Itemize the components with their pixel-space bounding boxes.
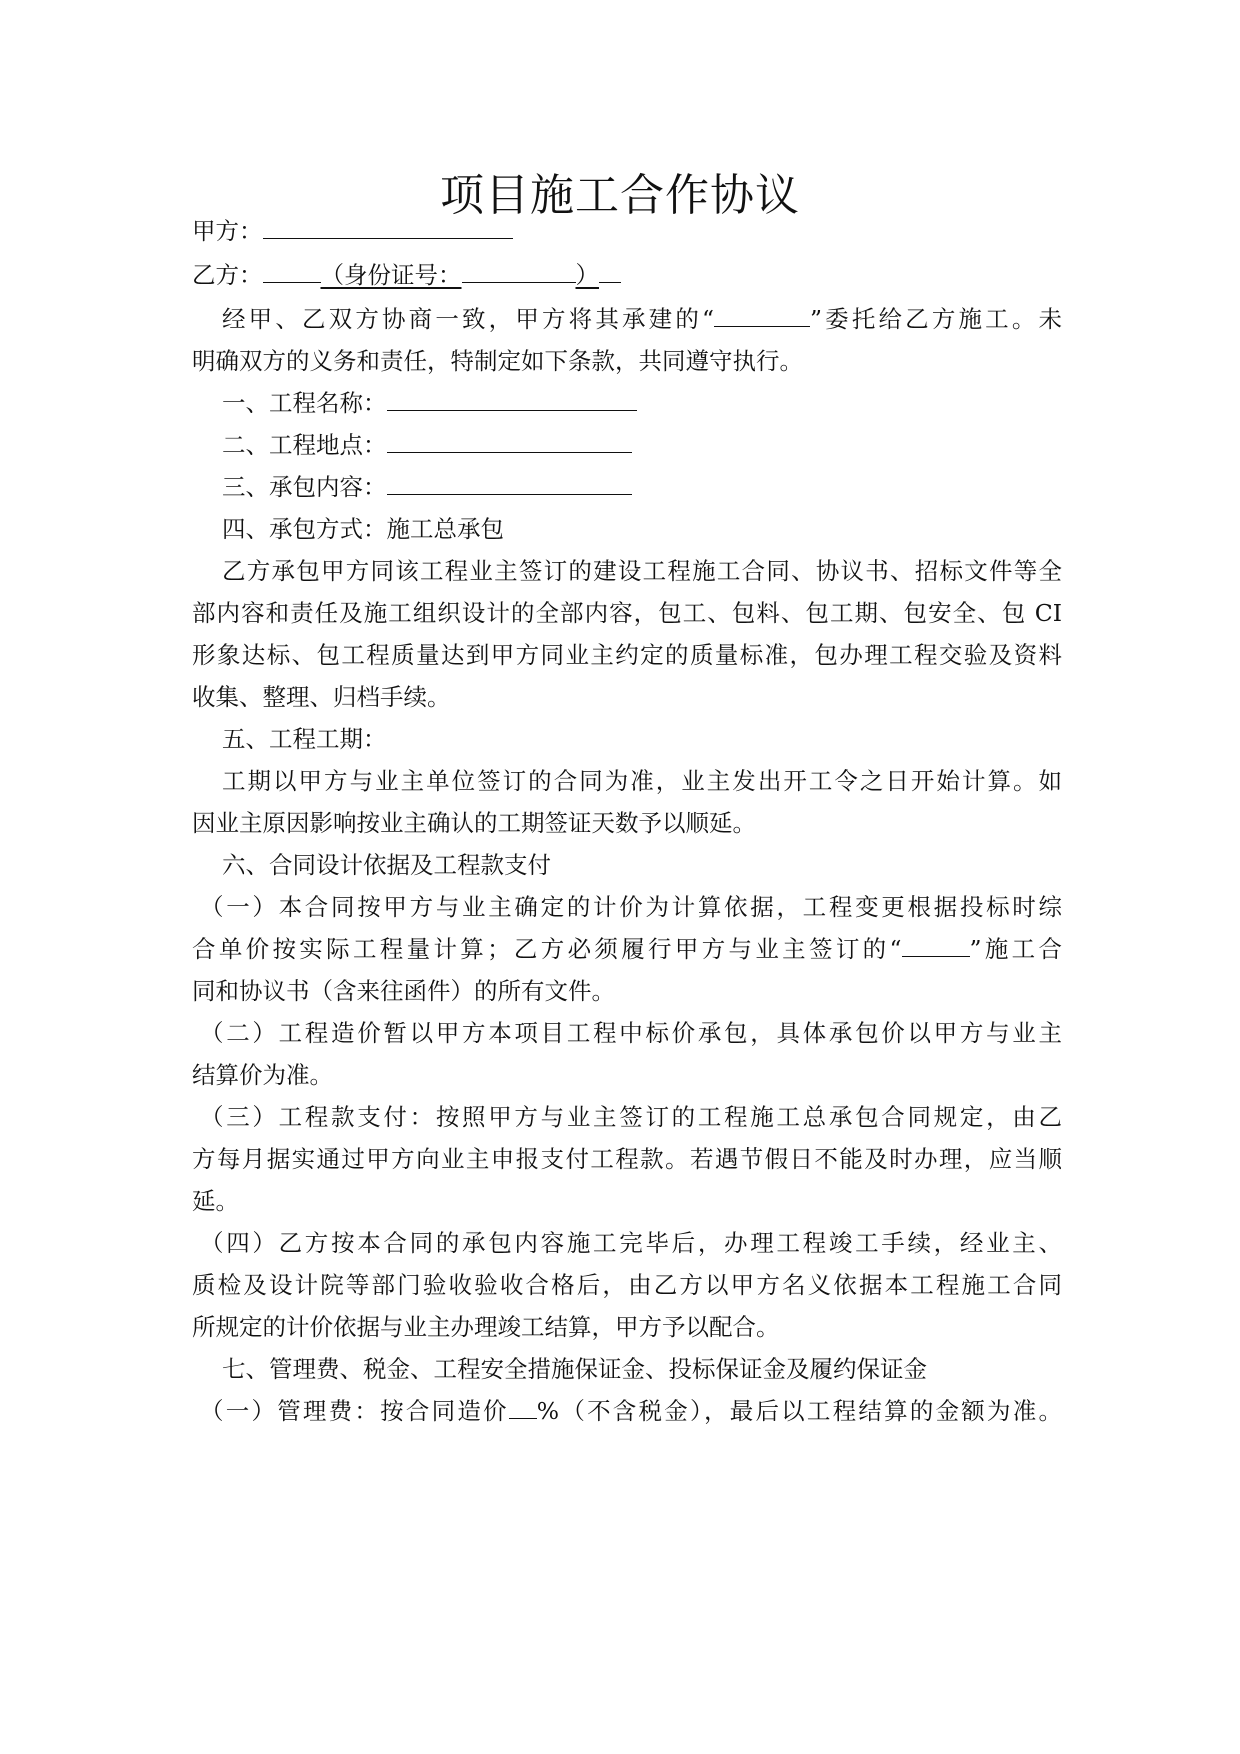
party-b-name-blank [263, 260, 321, 283]
party-a-blank [263, 216, 513, 239]
intro-text-a: 经甲、乙双方协商一致，甲方将其承建的“ [222, 305, 714, 333]
document-title: 项目施工合作协议 [440, 170, 800, 221]
management-fee-percent-blank [509, 1396, 537, 1419]
party-b-line [192, 259, 1062, 291]
contract-scope-blank [387, 472, 632, 495]
clause-6-1-line-1: （一）本合同按甲方与业主确定的计价为计算依据，工程变更根据投标时综 [200, 893, 1062, 921]
clause-6-4-line-3: 所规定的计价依据与业主办理竣工结算，甲方予以配合。 [192, 1313, 780, 1341]
project-name-label: 一、工程名称： [222, 389, 387, 417]
clause-6-4-line-1: （四）乙方按本合同的承包内容施工完毕后，办理工程竣工手续，经业主、 [200, 1229, 1062, 1257]
party-b-label: 乙方： [192, 261, 263, 289]
intro-line-2: 明确双方的义务和责任，特制定如下条款，共同遵守执行。 [192, 347, 803, 375]
period-paragraph-line-2: 因业主原因影响按业主确认的工期签证天数予以顺延。 [192, 809, 756, 837]
clause-6-4-line-2: 质检及设计院等部门验收验收合格后，由乙方以甲方名义依据本工程施工合同 [192, 1271, 1062, 1299]
section-6-heading: 六、合同设计依据及工程款支付 [222, 851, 551, 879]
party-b-id-close: ） [575, 261, 599, 289]
clause-6-2-line-2: 结算价为准。 [192, 1061, 333, 1089]
clause-6-3-line-3: 延。 [192, 1187, 239, 1215]
contract-scope-label: 三、承包内容： [222, 473, 387, 501]
project-location-blank [387, 430, 632, 453]
party-b-id-open: （身份证号： [320, 261, 462, 289]
project-location-label: 二、工程地点： [222, 431, 387, 459]
item-project-location [222, 429, 1062, 461]
item-contract-method: 四、承包方式：施工总承包 [222, 515, 504, 543]
period-paragraph-line-1: 工期以甲方与业主单位签订的合同为准，业主发出开工令之日开始计算。如 [222, 767, 1062, 795]
method-paragraph-line-4: 收集、整理、归档手续。 [192, 683, 451, 711]
clause-6-2-line-1: （二）工程造价暂以甲方本项目工程中标价承包，具体承包价以甲方与业主 [200, 1019, 1062, 1047]
clause-6-3-line-2: 方每月据实通过甲方向业主申报支付工程款。若遇节假日不能及时办理，应当顺 [192, 1145, 1062, 1173]
clause-7-1-line-1 [200, 1395, 1062, 1427]
contract-name-blank [902, 934, 970, 957]
clause-7-1-text-a: （一）管理费：按合同造价 [200, 1397, 509, 1425]
clause-6-3-line-1: （三）工程款支付：按照甲方与业主签订的工程施工总承包合同规定，由乙 [200, 1103, 1062, 1131]
clause-6-1-line-2 [192, 933, 1062, 965]
item-period: 五、工程工期： [222, 725, 387, 753]
item-project-name [222, 387, 1062, 419]
method-paragraph-line-3: 形象达标、包工程质量达到甲方同业主约定的质量标准，包办理工程交验及资料 [192, 641, 1062, 669]
intro-text-b: ”委托给乙方施工。未 [810, 305, 1063, 333]
item-contract-scope [222, 471, 1062, 503]
clause-7-1-text-b: %（不含税金），最后以工程结算的金额为准。 [536, 1397, 1062, 1425]
method-paragraph-line-1: 乙方承包甲方同该工程业主签订的建设工程施工合同、协议书、招标文件等全 [222, 557, 1062, 585]
party-a-line [192, 215, 1062, 247]
party-b-tail-blank [599, 260, 621, 283]
intro-line-1 [222, 303, 1062, 335]
clause-6-1-text-b: ”施工合 [969, 935, 1063, 963]
party-b-id-blank [462, 260, 576, 283]
method-paragraph-line-2: 部内容和责任及施工组织设计的全部内容，包工、包料、包工期、包安全、包 CI [192, 599, 1062, 627]
project-name-field-blank [387, 388, 637, 411]
party-a-label: 甲方： [192, 217, 263, 245]
clause-6-1-text-a: 合单价按实际工程量计算；乙方必须履行甲方与业主签订的“ [192, 935, 902, 963]
clause-6-1-line-3: 同和协议书（含来往函件）的所有文件。 [192, 977, 615, 1005]
section-7-heading: 七、管理费、税金、工程安全措施保证金、投标保证金及履约保证金 [222, 1355, 927, 1383]
project-name-blank [714, 304, 810, 327]
